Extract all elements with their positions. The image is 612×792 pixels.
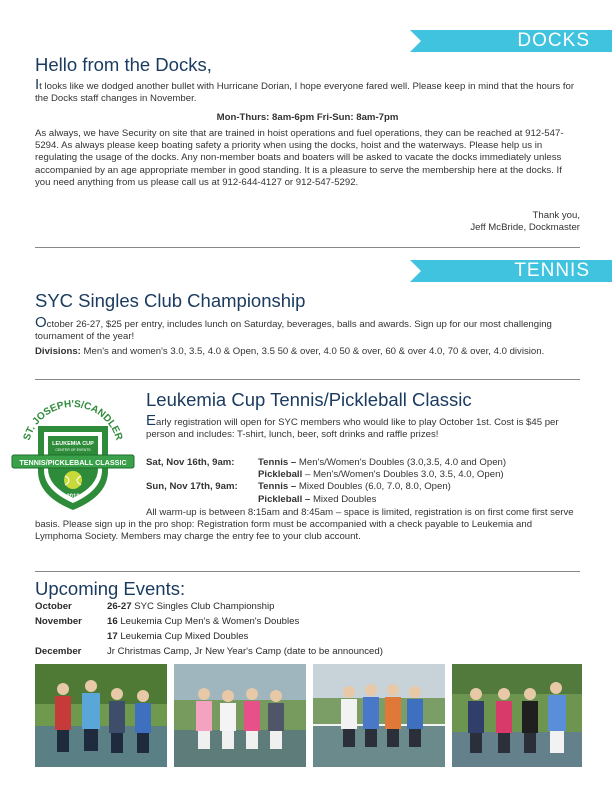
tennis-banner xyxy=(410,260,612,282)
sat-tennis-text: Men's/Women's Doubles (3.0,3.5, 4.0 and Open) xyxy=(298,457,507,468)
sun-pickle-row xyxy=(146,494,580,506)
logo-year: 2019 xyxy=(66,494,80,500)
event-text: Jr Christmas Camp, Jr New Year's Camp (date to be announced) xyxy=(107,646,383,657)
warmup-text xyxy=(35,507,580,544)
divisions-label: Divisions: xyxy=(35,346,81,357)
divisions-text xyxy=(35,346,580,358)
schedule xyxy=(146,457,580,506)
event-month: December xyxy=(35,646,82,657)
event-text: Leukemia Cup Men's & Women's Doubles xyxy=(120,616,300,627)
leukemia-title: Leukemia Cup Tennis/Pickleball Classic xyxy=(146,389,472,410)
event-month: October xyxy=(35,601,72,612)
leukemia-cup-logo-graphic xyxy=(8,386,138,516)
logo-arc-text: ST. JOSEPH'S/CANDLER xyxy=(21,398,125,442)
sun-pickle-label: Pickleball – xyxy=(258,493,311,505)
singles-dropcap: O xyxy=(35,314,47,331)
logo-inner-1: LEUKEMIA CUP xyxy=(52,441,94,447)
leukemia-dropcap: E xyxy=(146,412,157,429)
photo-3 xyxy=(313,664,445,767)
docks-signature: Jeff McBride, Dockmaster xyxy=(470,222,580,233)
photo-4 xyxy=(452,664,582,767)
docks-banner xyxy=(410,30,612,52)
event-day: 16 xyxy=(107,616,118,627)
event-day: 17 xyxy=(107,631,118,642)
docks-body: As always, we have Security on site that are trained in hoist operations and fuel operations, they can be reached at 912-547-5294. As always please keep boating safety a priority when using the docks, hoist and the waterways. Please help us in regulating the usage of the docks. Any non-member boats and boaters will be asked to vacate the docks immediately unless accompanied by an age appropriate member in good standing. It is a pleasure to serve the membership here at the docks. If you need anything from us please call us at 912-644-4127 or 912-547-5292. xyxy=(35,128,564,188)
tennis-divider xyxy=(35,379,580,380)
singles-rest: ctober 26-27, $25 per entry, includes lunch on Saturday, beverages, balls and awards. Sign up for our most challenging tournament of the year! xyxy=(35,319,552,343)
leukemia-rest: arly registration will open for SYC members who would like to play October 1st. Cost is $45 per person and includes: T-shirt, lunch, beer, soft drinks and raffle prizes! xyxy=(146,417,559,441)
docks-title: Hello from the Docks, xyxy=(35,54,212,75)
event-day: 26-27 xyxy=(107,601,132,612)
sun-pickle-text: Mixed Doubles xyxy=(312,493,377,505)
sat-tennis-label: Tennis – xyxy=(258,457,297,468)
sat-pickle-label: Pickleball xyxy=(258,469,303,481)
sat-label: Sat, Nov 16th, 9am: xyxy=(146,457,235,468)
singles-title: SYC Singles Club Championship xyxy=(35,290,306,311)
event-month: November xyxy=(35,616,82,627)
sat-pickle-text: – Men's/Women's Doubles 3.0, 3.5, 4.0, Open) xyxy=(304,469,504,481)
docks-divider xyxy=(35,247,580,248)
docks-intro xyxy=(35,76,580,105)
event-row-2 xyxy=(35,615,580,630)
divisions-value: Men's and women's 3.0, 3.5, 4.0 & Open, 3.5 50 & over, 4.0 50 & over, 60 & over 4.0, 70 & over, 4.0 division. xyxy=(83,346,545,357)
event-row-4 xyxy=(35,645,580,660)
event-text: SYC Singles Club Championship xyxy=(134,601,275,612)
events-title: Upcoming Events: xyxy=(35,578,186,599)
tennis-ball-icon xyxy=(64,471,82,489)
docks-hours: Mon-Thurs: 8am-6pm Fri-Sun: 8am-7pm xyxy=(216,112,399,123)
sun-tennis-label: Tennis – xyxy=(258,481,297,493)
photo-2 xyxy=(174,664,306,767)
logo-ribbon-text: TENNIS/PICKLEBALL CLASSIC xyxy=(19,458,127,467)
sun-tennis-text: Mixed Doubles (6.0, 7.0, 8.0, Open) xyxy=(298,481,451,493)
sun-label: Sun, Nov 17th, 9am: xyxy=(146,481,238,493)
events-divider xyxy=(35,571,580,572)
docks-banner-label: DOCKS xyxy=(517,30,590,51)
event-row-3 xyxy=(35,630,580,645)
warmup-value: All warm-up is between 8:15am and 8:45am – space is limited, registration is on first come first serve basis. Please sign up in the pro shop: Registration form must be accompanied with a check payable to Leukemia and Lymphoma Society. Members may charge the entry fee to your club account. xyxy=(35,507,574,543)
docks-dropcap: I xyxy=(35,76,40,93)
sun-tennis-row xyxy=(146,481,580,493)
photo-1 xyxy=(35,664,167,767)
tennis-banner-label: TENNIS xyxy=(514,260,590,281)
singles-text xyxy=(35,314,580,343)
sat-tennis-row xyxy=(146,457,580,469)
leukemia-intro xyxy=(146,412,580,441)
docks-intro-text: t looks like we dodged another bullet with Hurricane Dorian, I hope everyone fared well. Please keep in mind that the hours for the Docks staff changes in November. xyxy=(35,81,575,105)
logo-inner-2: CENTER OF EVENTS xyxy=(55,448,91,452)
sat-pickle-row xyxy=(146,469,580,481)
docks-signoff: Thank you, xyxy=(532,210,580,221)
leukemia-cup-logo xyxy=(8,386,138,516)
event-text: Leukemia Cup Mixed Doubles xyxy=(120,631,249,642)
event-row-1 xyxy=(35,600,580,615)
